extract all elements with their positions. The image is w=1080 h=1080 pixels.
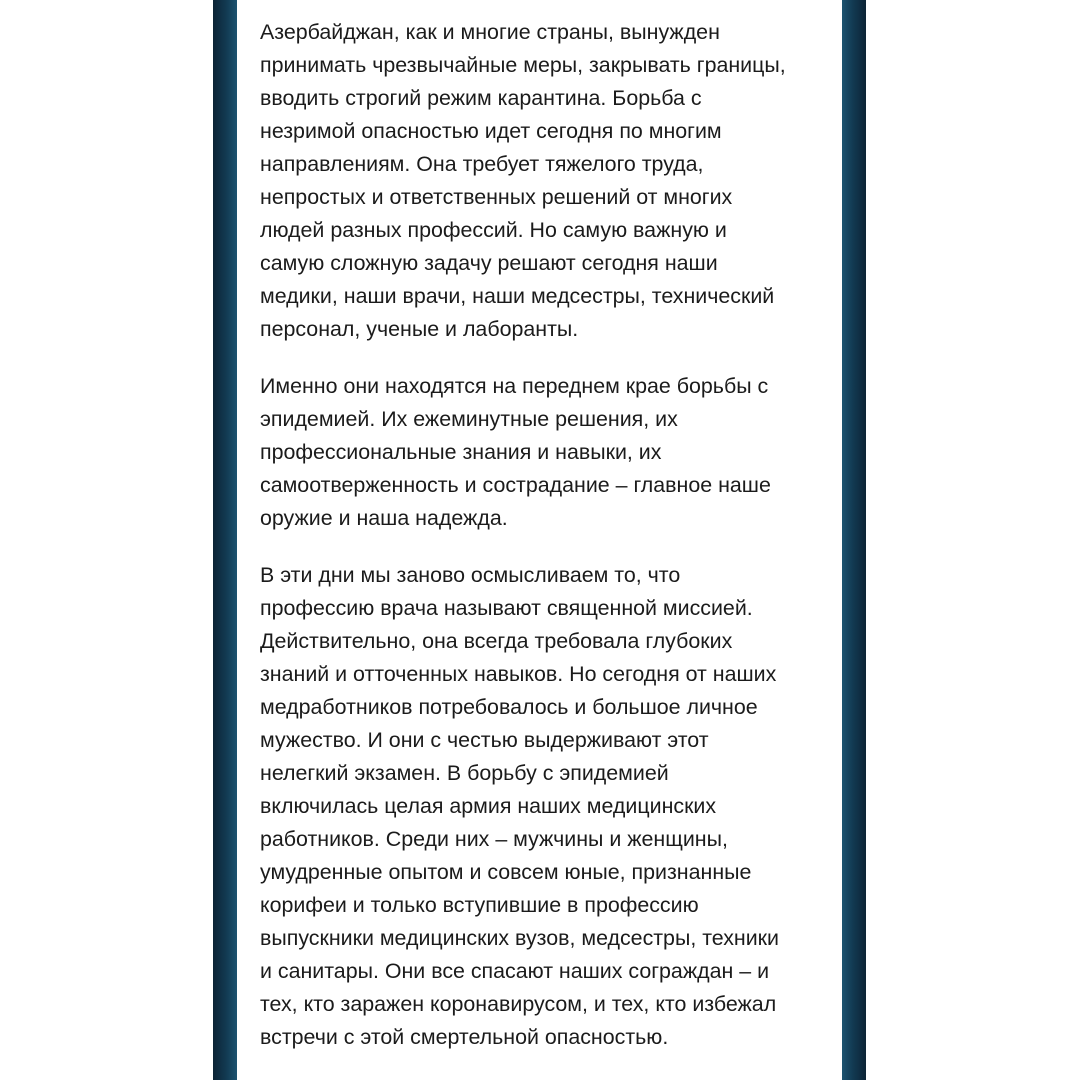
text-line: умудренные опытом и совсем юные, признанные (260, 860, 752, 884)
text-line: принимать чрезвычайные меры, закрывать границы, (260, 53, 786, 77)
text-line: нелегкий экзамен. В борьбу с эпидемией (260, 761, 669, 785)
left-decorative-band (213, 0, 237, 1080)
text-line: знаний и отточенных навыков. Но сегодня от наших (260, 662, 777, 686)
paragraph-2 (260, 370, 832, 535)
text-line: направлениям. Она требует тяжелого труда, (260, 152, 704, 176)
text-line: медики, наши врачи, наши медсестры, технический (260, 284, 775, 308)
text-line: самую сложную задачу решают сегодня наши (260, 251, 718, 275)
text-line: В эти дни мы заново осмысливаем то, что (260, 563, 681, 587)
text-line: профессию врача называют священной миссией. (260, 596, 753, 620)
text-line: Действительно, она всегда требовала глубоких (260, 629, 733, 653)
text-line: самоотверженность и сострадание – главное наше (260, 473, 771, 497)
article-text (260, 16, 832, 1078)
text-line: выпускники медицинских вузов, медсестры, техники (260, 926, 779, 950)
text-line: корифеи и только вступившие в профессию (260, 893, 699, 917)
text-line: эпидемией. Их ежеминутные решения, их (260, 407, 678, 431)
text-line: людей разных профессий. Но самую важную и (260, 218, 727, 242)
text-line: вводить строгий режим карантина. Борьба с (260, 86, 702, 110)
paragraph-3 (260, 559, 832, 1054)
right-decorative-band (842, 0, 866, 1080)
text-line: Именно они находятся на переднем крае борьбы с (260, 374, 769, 398)
text-line: Азербайджан, как и многие страны, вынужден (260, 20, 720, 44)
text-line: мужество. И они с честью выдерживают этот (260, 728, 709, 752)
text-line: медработников потребовалось и большое личное (260, 695, 758, 719)
text-line: встречи с этой смертельной опасностью. (260, 1025, 669, 1049)
text-line: тех, кто заражен коронавирусом, и тех, кто избежал (260, 992, 777, 1016)
text-line: включилась целая армия наших медицинских (260, 794, 717, 818)
text-line: работников. Среди них – мужчины и женщины, (260, 827, 728, 851)
text-line: персонал, ученые и лаборанты. (260, 317, 579, 341)
text-line: оружие и наша надежда. (260, 506, 508, 530)
text-line: профессиональные знания и навыки, их (260, 440, 662, 464)
text-line: незримой опасностью идет сегодня по многим (260, 119, 722, 143)
paragraph-1 (260, 16, 832, 346)
text-line: и санитары. Они все спасают наших сограждан – и (260, 959, 770, 983)
text-line: непростых и ответственных решений от многих (260, 185, 733, 209)
